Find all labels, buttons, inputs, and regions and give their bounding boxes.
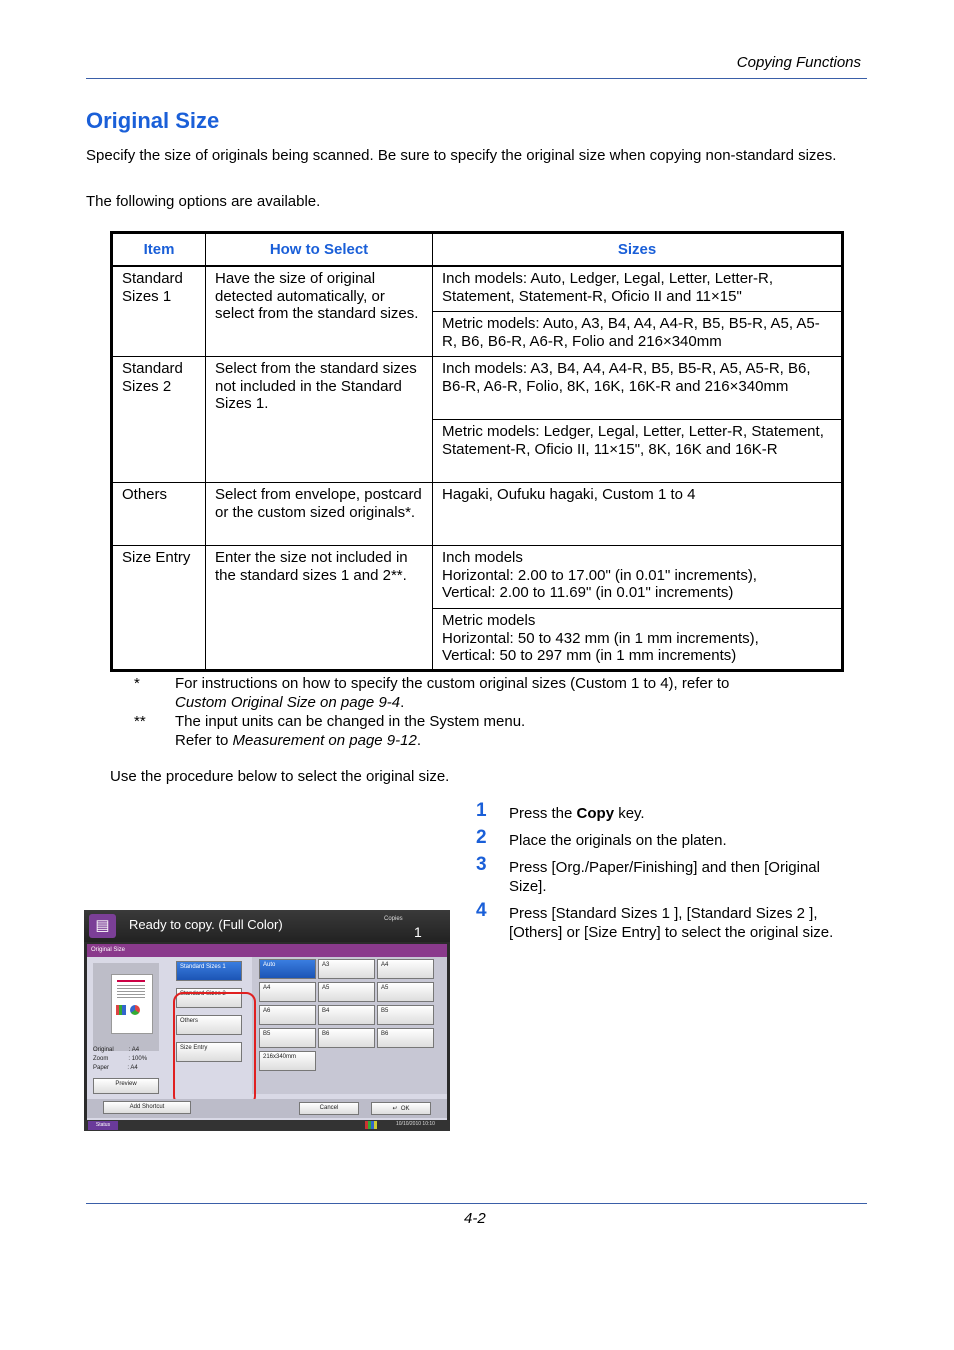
table-row <box>112 483 843 546</box>
col-header-item: Item <box>112 233 206 267</box>
cell-sizes: Hagaki, Oufuku hagaki, Custom 1 to 4 <box>433 483 843 546</box>
cancel-button[interactable]: Cancel <box>299 1102 359 1115</box>
info-label: Paper <box>93 1065 110 1071</box>
cell-item: Standard Sizes 2 <box>112 357 206 483</box>
page-title: Original Size <box>86 108 220 133</box>
size-button[interactable]: A5 <box>377 982 434 1002</box>
cell-sizes: Inch models: A3, B4, A4, A4-R, B5, B5-R, A5, A5-R, B6, B6-R, A6-R, Folio, 8K, 16K, 16K-R and 216×340mm <box>433 357 843 420</box>
status-tab[interactable]: Status <box>88 1121 118 1130</box>
cell-sizes: Metric models Horizontal: 50 to 432 mm (in 1 mm increments), Vertical: 50 to 297 mm (in 1 mm increments) <box>433 609 843 671</box>
cell-sizes: Metric models: Auto, A3, B4, A4, A4-R, B5, B5-R, A5, A5-R, B6, B6-R, A6-R, Folio and 216×340mm <box>433 312 843 357</box>
info-paper <box>93 1065 138 1071</box>
cell-sizes: Inch models: Auto, Ledger, Legal, Letter, Letter-R, Statement, Statement-R, Oficio II and 11×15" <box>433 266 843 312</box>
step-number: 3 <box>476 854 487 875</box>
size-auto-button[interactable]: Auto <box>259 959 316 979</box>
footnote-ref-prefix: Refer to <box>175 732 233 749</box>
options-intro: The following options are available. <box>86 193 321 210</box>
footnote-1 <box>175 674 815 712</box>
info-zoom <box>93 1056 147 1062</box>
panel-status-message: Ready to copy. (Full Color) <box>129 917 283 932</box>
footnote-reference-link[interactable]: Custom Original Size on page 9-4 <box>175 694 401 711</box>
options-table <box>110 231 844 672</box>
toner-level-icon <box>365 1121 377 1129</box>
cell-how: Select from the standard sizes not included in the Standard Sizes 1. <box>206 357 433 483</box>
step-item <box>476 800 861 823</box>
cell-sizes: Inch models Horizontal: 2.00 to 17.00" (in 0.01" increments), Vertical: 2.00 to 11.69" (in 0.01" increments) <box>433 546 843 609</box>
info-original <box>93 1047 139 1053</box>
cell-item: Size Entry <box>112 546 206 671</box>
info-value: : A4 <box>128 1047 140 1053</box>
footnote-end: . <box>400 694 405 711</box>
size-button[interactable]: B6 <box>377 1028 434 1048</box>
copy-icon: ▤ <box>89 914 116 938</box>
panel-footer <box>84 1120 450 1131</box>
footer-rule <box>86 1203 867 1204</box>
step-item <box>476 827 861 850</box>
others-button[interactable]: Others <box>176 1015 242 1035</box>
page-number: 4-2 <box>464 1210 486 1227</box>
table-header-row <box>112 233 843 267</box>
cell-item: Others <box>112 483 206 546</box>
step-text: Press [Org./Paper/Finishing] and then [Original Size]. <box>509 859 820 895</box>
step-text-end: key. <box>614 805 645 822</box>
add-shortcut-button[interactable]: Add Shortcut <box>103 1101 191 1114</box>
footnote-reference-link[interactable]: Measurement on page 9-12 <box>232 732 417 749</box>
footnote-end: . <box>416 732 421 749</box>
table-row <box>112 546 843 609</box>
step-item <box>476 854 861 896</box>
footnote-text: The input units can be changed in the System menu. <box>175 713 526 730</box>
size-button[interactable]: A3 <box>318 959 375 979</box>
panel-body <box>87 944 447 1120</box>
table-row <box>112 266 843 312</box>
step-number: 4 <box>476 900 487 921</box>
header-rule <box>86 78 867 79</box>
info-value: : A4 <box>127 1065 138 1071</box>
info-value: : 100% <box>128 1056 148 1062</box>
size-button[interactable]: B5 <box>259 1028 316 1048</box>
panel-tab-title: Original Size <box>87 944 447 957</box>
copies-label: Copies <box>384 916 403 922</box>
size-button[interactable]: 216x340mm <box>259 1051 316 1071</box>
step-number: 1 <box>476 800 487 821</box>
preview-page-thumbnail <box>111 974 153 1034</box>
step-text: Press the <box>509 805 577 822</box>
cell-how: Select from envelope, postcard or the custom sized originals*. <box>206 483 433 546</box>
size-button[interactable]: A5 <box>318 982 375 1002</box>
step-text: Press [Standard Sizes 1 ], [Standard Sizes 2 ], [Others] or [Size Entry] to select the original size. <box>509 905 834 941</box>
size-button[interactable]: B6 <box>318 1028 375 1048</box>
running-header: Copying Functions <box>736 54 861 71</box>
size-button[interactable]: A4 <box>377 959 434 979</box>
size-button[interactable]: B4 <box>318 1005 375 1025</box>
standard-sizes-2-button[interactable]: Standard Sizes 2 <box>176 988 242 1008</box>
footnote-text: For instructions on how to specify the custom original sizes (Custom 1 to 4), refer to <box>175 675 730 692</box>
footnote-2 <box>175 712 815 750</box>
step-number: 2 <box>476 827 487 848</box>
size-button[interactable]: A6 <box>259 1005 316 1025</box>
enter-icon: ↵ <box>392 1106 398 1112</box>
info-label: Original <box>93 1047 114 1053</box>
col-header-sizes: Sizes <box>433 233 843 267</box>
info-label: Zoom <box>93 1056 109 1062</box>
footnote-mark: ** <box>134 713 146 730</box>
panel-status-bar <box>84 910 450 942</box>
ok-button[interactable] <box>371 1102 431 1115</box>
intro-paragraph: Specify the size of originals being scanned. Be sure to specify the original size when copying non-standard sizes. <box>86 147 837 164</box>
procedure-intro: Use the procedure below to select the original size. <box>110 768 450 785</box>
size-entry-button[interactable]: Size Entry <box>176 1042 242 1062</box>
highlight-circle <box>173 992 256 1106</box>
col-header-how: How to Select <box>206 233 433 267</box>
cell-how: Enter the size not included in the standard sizes 1 and 2**. <box>206 546 433 671</box>
copies-count: 1 <box>414 924 422 940</box>
size-button[interactable]: A4 <box>259 982 316 1002</box>
table-row <box>112 357 843 420</box>
cell-how: Have the size of original detected automatically, or select from the standard sizes. <box>206 266 433 357</box>
standard-sizes-1-button[interactable]: Standard Sizes 1 <box>176 961 242 981</box>
preview-button[interactable]: Preview <box>93 1078 159 1094</box>
step-text: Place the originals on the platen. <box>509 832 727 849</box>
step-item <box>476 900 861 942</box>
cell-sizes: Metric models: Ledger, Legal, Letter, Letter-R, Statement, Statement-R, Oficio II, 11×15", 8K, 16K and 16K-R <box>433 420 843 483</box>
size-button[interactable]: B5 <box>377 1005 434 1025</box>
panel-bottom-bar <box>87 1099 447 1118</box>
cell-item: Standard Sizes 1 <box>112 266 206 357</box>
panel-datetime: 10/10/2010 10:10 <box>396 1121 435 1127</box>
footnote-mark: * <box>134 675 140 692</box>
ok-label: OK <box>400 1106 410 1112</box>
procedure-steps <box>476 800 861 950</box>
step-key-name: Copy <box>576 805 615 822</box>
operation-panel-screenshot <box>84 910 450 1131</box>
